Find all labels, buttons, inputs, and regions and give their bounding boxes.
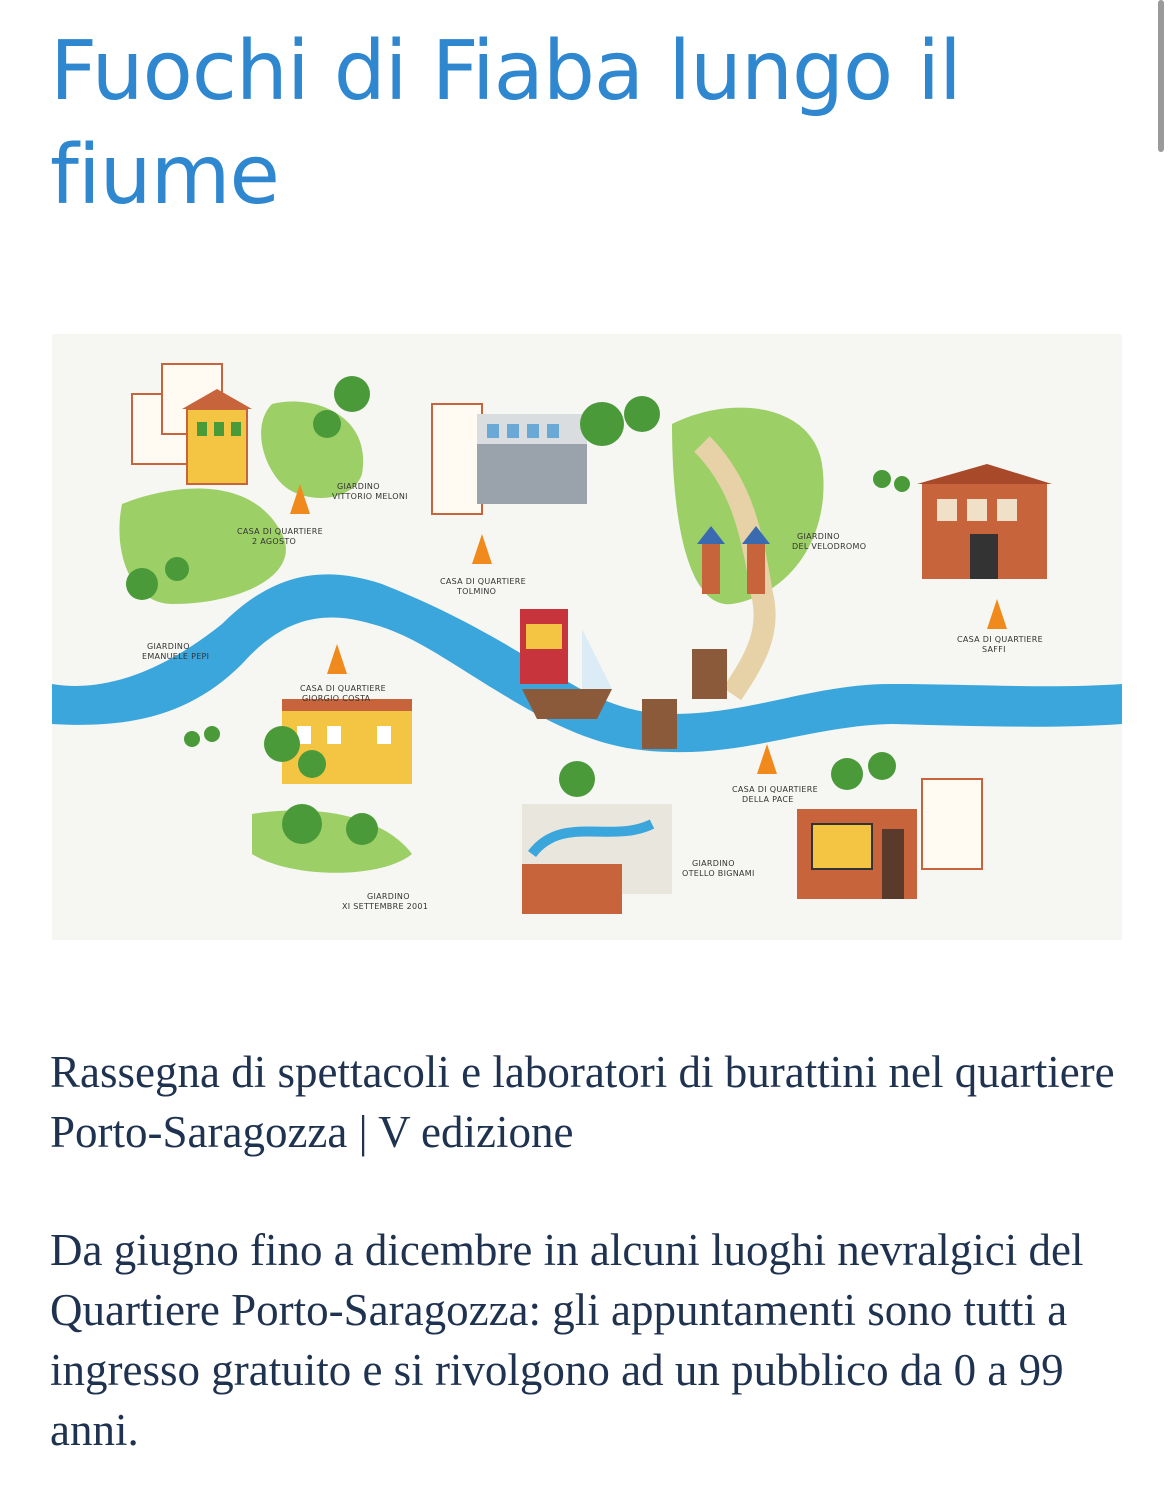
page-title: Fuochi di Fiaba lungo il fiume (50, 24, 961, 223)
grass-area (252, 810, 412, 872)
label-costa-1: CASA DI QUARTIERE (300, 684, 386, 693)
label-saffi-2: SAFFI (982, 645, 1006, 654)
scrollbar[interactable] (1158, 0, 1164, 152)
label-pepi-1: GIARDINO (147, 642, 190, 651)
house-group-top-left (132, 364, 252, 484)
label-tolmino-2: TOLMINO (457, 587, 497, 596)
label-agosto-1: CASA DI QUARTIERE (237, 527, 323, 536)
label-tolmino-1: CASA DI QUARTIERE (440, 577, 526, 586)
building-bottom-pace (797, 779, 982, 899)
hero-illustration (52, 334, 1122, 940)
article-subtitle: Rassegna di spettacoli e laboratori di burattini nel quartiere Porto-Saragozza | V edizione (50, 1047, 1115, 1157)
label-pepi-2: EMANUELE PEPI (142, 652, 210, 661)
label-settembre-1: GIARDINO (367, 892, 410, 901)
building-right-saffi (917, 464, 1052, 579)
building-top-center (432, 404, 587, 514)
label-bignami-2: OTELLO BIGNAMI (682, 869, 755, 878)
dock (692, 649, 727, 699)
label-costa-2: GIORGIO COSTA (302, 694, 371, 703)
label-saffi-1: CASA DI QUARTIERE (957, 635, 1043, 644)
label-agosto-2: 2 AGOSTO (252, 537, 297, 546)
label-velodromo-2: DEL VELODROMO (792, 542, 867, 551)
map-illustration (52, 334, 1122, 940)
label-meloni-1: GIARDINO (337, 482, 380, 491)
dock (642, 699, 677, 749)
graffiti-wall (522, 804, 672, 914)
article-body: Da giugno fino a dicembre in alcuni luoghi nevralgici del Quartiere Porto-Saragozza: gli appuntamenti sono tutti a ingresso gratuito e si rivolgono ad un pubblico da 0 a 99 anni. (50, 1225, 1084, 1455)
label-velodromo-1: GIARDINO (797, 532, 840, 541)
label-pace-1: CASA DI QUARTIERE (732, 785, 818, 794)
label-bignami-1: GIARDINO (692, 859, 735, 868)
puppet-boat (520, 609, 612, 719)
label-meloni-2: VITTORIO MELONI (332, 492, 408, 501)
label-settembre-2: XI SETTEMBRE 2001 (342, 902, 429, 911)
label-pace-2: DELLA PACE (742, 795, 794, 804)
